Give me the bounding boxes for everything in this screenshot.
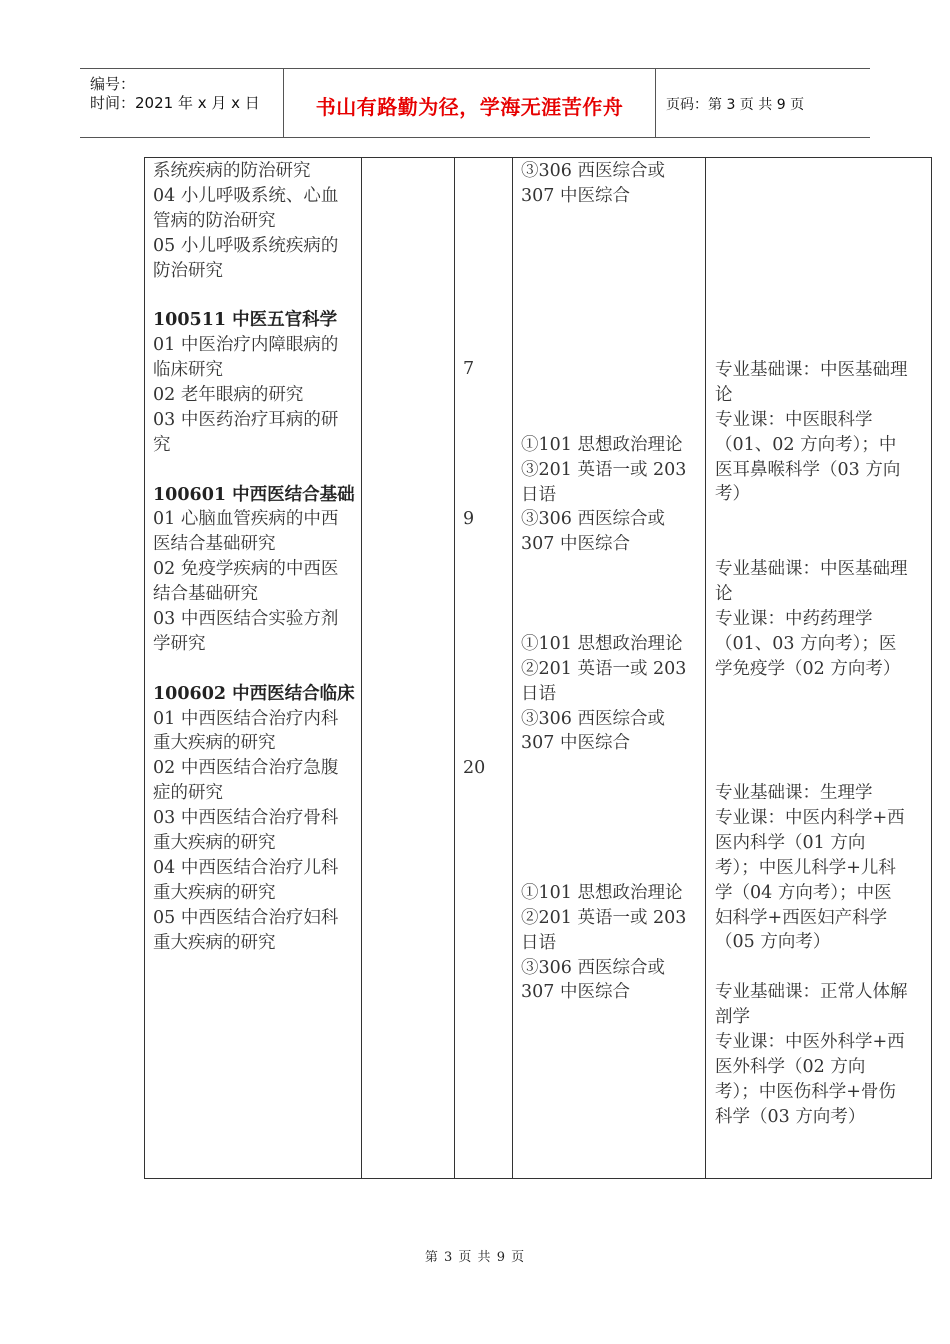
header-motto: 书山有路勤为径，学海无涯苦作舟	[315, 95, 624, 119]
text-line: 论	[715, 384, 733, 405]
text-line: 02 中西医结合治疗急腹	[153, 758, 339, 779]
table-column-divider	[454, 157, 455, 1179]
text-line: 科学（03 方向考）	[715, 1106, 866, 1127]
retest-subjects-column	[715, 358, 927, 1130]
text-line: 重大疾病的研究	[153, 932, 276, 953]
text-line: 01 中西医结合治疗内科	[153, 708, 339, 729]
blank-line	[715, 532, 927, 557]
text-line: 307 中医综合	[521, 733, 630, 754]
text-line: 论	[715, 584, 733, 605]
program-heading: 100511 中医五官科学	[153, 310, 338, 331]
text-line: 防治研究	[153, 260, 223, 281]
blank-line	[521, 234, 703, 259]
blank-line	[715, 682, 927, 707]
program-heading: 100601 中西医结合基础	[153, 484, 355, 505]
text-line: ①101 思想政治理论	[521, 882, 683, 903]
text-line: （01、02 方向考）；中	[715, 434, 897, 455]
blank-line	[521, 756, 703, 781]
text-line: ③201 英语一或 203	[521, 459, 687, 480]
text-line: 重大疾病的研究	[153, 733, 276, 754]
text-line: 重大疾病的研究	[153, 833, 276, 854]
header-page-indicator: 页码：第 3 页 共 9 页	[666, 97, 805, 113]
text-line: 专业课：中医眼科学	[715, 409, 873, 430]
text-line: 03 中西医结合实验方剂	[153, 609, 339, 630]
text-line: ③306 西医综合或	[521, 161, 665, 181]
page-header	[80, 68, 870, 138]
text-line: 307 中医综合	[521, 185, 630, 206]
text-line: 01 心脑血管疾病的中西	[153, 509, 339, 530]
blank-line	[521, 358, 703, 383]
program-heading: 100602 中西医结合临床	[153, 683, 355, 704]
text-line: 结合基础研究	[153, 584, 258, 605]
page-footer: 第 3 页 共 9 页	[424, 1250, 526, 1265]
text-line: 医结合基础研究	[153, 534, 276, 555]
blank-line	[521, 582, 703, 607]
blank-line	[521, 259, 703, 284]
text-line: 日语	[521, 932, 556, 953]
blank-line	[153, 657, 358, 682]
blank-line	[715, 756, 927, 781]
text-line: 专业课：中医内科学+西	[715, 808, 905, 829]
blank-line	[521, 333, 703, 358]
text-line: 系统疾病的防治研究	[153, 161, 311, 181]
text-line: 307 中医综合	[521, 982, 630, 1003]
text-line: 专业基础课：正常人体解	[715, 982, 908, 1003]
text-line: 05 小儿呼吸系统疾病的	[153, 235, 339, 256]
blank-line	[521, 831, 703, 856]
text-line: 医内科学（01 方向	[715, 832, 866, 853]
text-line: ③306 西医综合或	[521, 509, 665, 530]
blank-line	[715, 507, 927, 532]
text-line: 剖学	[715, 1007, 750, 1028]
text-line: 妇科学+西医妇产科学	[715, 907, 888, 928]
blank-line	[521, 557, 703, 582]
research-directions-column	[153, 159, 358, 956]
table-column-divider	[361, 157, 362, 1179]
text-line: 307 中医综合	[521, 534, 630, 555]
text-line: 03 中医药治疗耳病的研	[153, 409, 339, 430]
enrollment-count: 9	[463, 509, 475, 529]
blank-line	[521, 209, 703, 234]
header-divider	[655, 69, 656, 137]
text-line: 临床研究	[153, 360, 223, 381]
blank-line	[521, 856, 703, 881]
text-line: 专业课：中药药理学	[715, 608, 873, 629]
text-line: ①101 思想政治理论	[521, 633, 683, 654]
text-line: 专业基础课：中医基础理	[715, 360, 908, 380]
table-column-divider	[512, 157, 513, 1179]
text-line: ③306 西医综合或	[521, 957, 665, 978]
blank-line	[521, 283, 703, 308]
text-line: 考）；中医儿科学+儿科	[715, 857, 896, 878]
blank-line	[153, 283, 358, 308]
text-line: 02 老年眼病的研究	[153, 385, 304, 406]
text-line: 医耳鼻喉科学（03 方向	[715, 459, 901, 480]
text-line: 02 免疫学疾病的中西医	[153, 559, 339, 580]
text-line: 专业基础课：中医基础理	[715, 559, 908, 580]
text-line: 考）	[715, 484, 750, 505]
text-line: 管病的防治研究	[153, 210, 276, 231]
blank-line	[715, 731, 927, 756]
exam-subjects-column	[521, 159, 703, 1005]
table-column-divider	[705, 157, 706, 1179]
document-number-label: 编号：	[90, 75, 136, 93]
blank-line	[521, 806, 703, 831]
text-line: 日语	[521, 484, 556, 505]
text-line: 日语	[521, 683, 556, 704]
text-line: 03 中西医结合治疗骨科	[153, 808, 339, 829]
text-line: （05 方向考）	[715, 932, 831, 953]
enrollment-count: 20	[463, 758, 486, 778]
text-line: 症的研究	[153, 783, 223, 804]
text-line: 究	[153, 434, 171, 455]
document-date-label: 时间：2021 年 x 月 x 日	[90, 94, 260, 112]
blank-line	[521, 308, 703, 333]
text-line: 学研究	[153, 633, 206, 654]
text-line: 医外科学（02 方向	[715, 1056, 866, 1077]
blank-line	[715, 706, 927, 731]
text-line: ①101 思想政治理论	[521, 434, 683, 455]
text-line: 学免疫学（02 方向考）	[715, 658, 901, 679]
text-line: 04 中西医结合治疗儿科	[153, 857, 339, 878]
text-line: 05 中西医结合治疗妇科	[153, 907, 339, 928]
blank-line	[521, 607, 703, 632]
text-line: 专业基础课：生理学	[715, 783, 873, 804]
text-line: ②201 英语一或 203	[521, 907, 687, 928]
enrollment-count: 7	[463, 359, 475, 379]
text-line: （01、03 方向考）；医	[715, 633, 897, 654]
blank-line	[715, 955, 927, 980]
text-line: 学（04 方向考）；中医	[715, 882, 892, 903]
blank-line	[521, 781, 703, 806]
text-line: 01 中医治疗内障眼病的	[153, 335, 339, 356]
blank-line	[521, 383, 703, 408]
blank-line	[521, 408, 703, 433]
text-line: 重大疾病的研究	[153, 882, 276, 903]
text-line: 专业课：中医外科学+西	[715, 1032, 905, 1053]
blank-line	[153, 458, 358, 483]
text-line: ②201 英语一或 203	[521, 658, 687, 679]
text-line: ③306 西医综合或	[521, 708, 665, 729]
text-line: 考）；中医伤科学+骨伤	[715, 1081, 896, 1102]
text-line: 04 小儿呼吸系统、心血	[153, 185, 339, 206]
